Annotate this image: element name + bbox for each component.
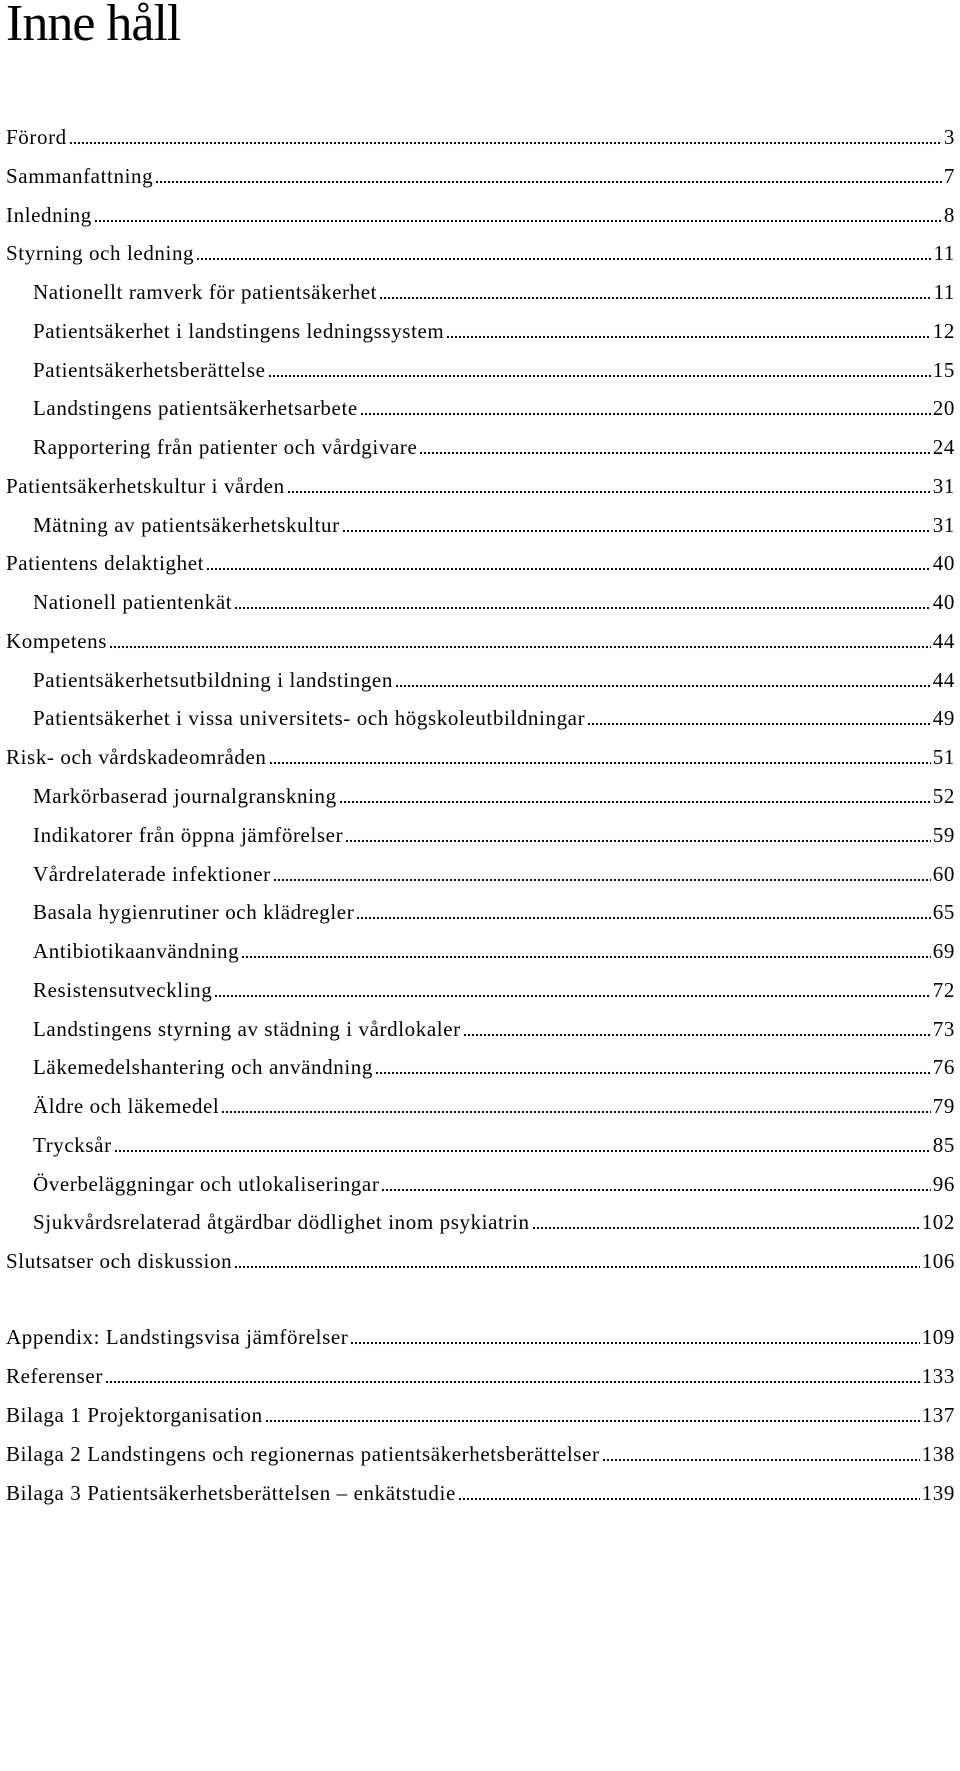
dot-leader (356, 916, 931, 920)
toc-entry[interactable] (33, 702, 955, 732)
dot-leader (419, 451, 930, 455)
toc-entry-title: Kompetens (6, 629, 108, 653)
toc-entry[interactable] (6, 1399, 955, 1429)
toc-entry[interactable] (33, 1051, 955, 1081)
toc-entry-title: Nationell patientenkät (33, 590, 233, 614)
toc-entry-title: Patientsäkerhetsberättelse (33, 358, 266, 382)
dot-leader (155, 180, 942, 184)
toc-entry[interactable] (33, 392, 955, 422)
toc-entry-title: Vårdrelaterade infektioner (33, 862, 271, 886)
dot-leader (342, 529, 931, 533)
toc-entry[interactable] (33, 935, 955, 965)
toc-entry-page-number: 7 (943, 164, 955, 188)
toc-entry-title: Sjukvårdsrelaterad åtgärdbar dödlighet inom psykiatrin (33, 1210, 530, 1234)
toc-entry-page-number: 65 (932, 900, 955, 924)
toc-entry[interactable] (6, 741, 955, 771)
toc-entry[interactable] (6, 1321, 955, 1351)
dot-leader (269, 761, 931, 765)
dot-leader (339, 800, 931, 804)
toc-entry-title: Förord (6, 125, 67, 149)
toc-entry-page-number: 73 (932, 1017, 955, 1041)
toc-entry-page-number: 20 (932, 396, 955, 420)
dot-leader (234, 606, 931, 610)
toc-entry[interactable] (6, 625, 955, 655)
toc-entry-page-number: 96 (932, 1172, 955, 1196)
toc-entry-page-number: 40 (932, 551, 955, 575)
toc-entry-title: Äldre och läkemedel (33, 1094, 220, 1118)
toc-entry[interactable] (33, 1168, 955, 1198)
dot-leader (109, 645, 931, 649)
toc-entry-page-number: 139 (921, 1481, 955, 1505)
toc-entry-title: Antibiotikaanvändning (33, 939, 240, 963)
toc-entry[interactable] (6, 1360, 955, 1390)
toc-entry-title: Styrning och ledning (6, 241, 195, 265)
toc-entry-page-number: 59 (932, 823, 955, 847)
dot-leader (395, 684, 931, 688)
toc-entry-page-number: 52 (932, 784, 955, 808)
dot-leader (268, 374, 931, 378)
dot-leader (69, 141, 942, 145)
toc-entry-page-number: 109 (921, 1325, 955, 1349)
toc-entry[interactable] (6, 237, 955, 267)
toc-entry[interactable] (33, 664, 955, 694)
toc-entry[interactable] (6, 1477, 955, 1507)
toc-entry-title: Basala hygienrutiner och klädregler (33, 900, 355, 924)
toc-entry[interactable] (33, 1206, 955, 1236)
dot-leader (214, 994, 930, 998)
dot-leader (94, 219, 942, 223)
toc-entry[interactable] (6, 470, 955, 500)
dot-leader (234, 1265, 920, 1269)
toc-entry[interactable] (33, 896, 955, 926)
toc-entry-title: Slutsatser och diskussion (6, 1249, 233, 1273)
dot-leader (105, 1380, 920, 1384)
toc-entry-title: Patientsäkerhetsutbildning i landstingen (33, 668, 393, 692)
toc-entry-title: Sammanfattning (6, 164, 154, 188)
dot-leader (114, 1149, 931, 1153)
dot-leader (446, 335, 930, 339)
page-title: Inne håll (6, 0, 181, 52)
dot-leader (602, 1458, 920, 1462)
dot-leader (458, 1497, 920, 1501)
toc-entry[interactable] (33, 780, 955, 810)
toc-entry-title: Indikatorer från öppna jämförelser (33, 823, 344, 847)
toc-entry[interactable] (33, 1129, 955, 1159)
dot-leader (265, 1419, 920, 1423)
toc-entry[interactable] (6, 1245, 955, 1275)
toc-entry[interactable] (6, 160, 955, 190)
dot-leader (381, 1188, 930, 1192)
toc-entry[interactable] (33, 974, 955, 1004)
toc-entry[interactable] (6, 121, 955, 151)
toc-entry-page-number: 49 (932, 706, 955, 730)
toc-entry-title: Inledning (6, 203, 92, 227)
dot-leader (206, 567, 931, 571)
toc-entry-title: Nationellt ramverk för patientsäkerhet (33, 280, 378, 304)
toc-entry-page-number: 3 (943, 125, 955, 149)
toc-entry[interactable] (6, 199, 955, 229)
toc-entry-page-number: 102 (921, 1210, 955, 1234)
dot-leader (241, 955, 931, 959)
dot-leader (221, 1110, 930, 1114)
toc-entry-page-number: 11 (933, 280, 955, 304)
toc-entry[interactable] (33, 1090, 955, 1120)
toc-entry-title: Patientsäkerhet i vissa universitets- och högskoleutbildningar (33, 706, 586, 730)
dot-leader (360, 412, 931, 416)
toc-entry-title: Patientsäkerhetskultur i vården (6, 474, 285, 498)
toc-entry-page-number: 137 (921, 1403, 955, 1427)
dot-leader (463, 1033, 931, 1037)
toc-entry-title: Landstingens patientsäkerhetsarbete (33, 396, 358, 420)
toc-entry-title: Bilaga 3 Patientsäkerhetsberättelsen – enkätstudie (6, 1481, 456, 1505)
toc-entry-page-number: 85 (932, 1133, 955, 1157)
toc-entry-title: Risk- och vårdskadeområden (6, 745, 267, 769)
dot-leader (532, 1226, 920, 1230)
toc-entry-page-number: 44 (932, 629, 955, 653)
toc-entry[interactable] (6, 1438, 955, 1468)
toc-entry-title: Bilaga 1 Projektorganisation (6, 1403, 263, 1427)
toc-entry[interactable] (33, 315, 955, 345)
toc-entry-page-number: 31 (932, 513, 955, 537)
toc-entry-title: Läkemedelshantering och användning (33, 1055, 373, 1079)
toc-entry-title: Rapportering från patienter och vårdgivare (33, 435, 418, 459)
dot-leader (287, 490, 931, 494)
toc-entry-page-number: 106 (921, 1249, 955, 1273)
toc-entry[interactable] (33, 858, 955, 888)
toc-entry-title: Patientens delaktighet (6, 551, 205, 575)
toc-entry-page-number: 72 (932, 978, 955, 1002)
toc-entry-page-number: 11 (933, 241, 955, 265)
toc-entry-page-number: 79 (932, 1094, 955, 1118)
toc-entry[interactable] (6, 547, 955, 577)
toc-entry-page-number: 60 (932, 862, 955, 886)
dot-leader (345, 839, 931, 843)
dot-leader (196, 257, 931, 261)
toc-entry-title: Patientsäkerhet i landstingens ledningssystem (33, 319, 445, 343)
toc-entry-title: Mätning av patientsäkerhetskultur (33, 513, 340, 537)
toc-entry-title: Trycksår (33, 1133, 112, 1157)
toc-entry[interactable] (33, 509, 955, 539)
toc-entry-page-number: 31 (932, 474, 955, 498)
toc-entry-title: Resistensutveckling (33, 978, 213, 1002)
toc-entry-page-number: 40 (932, 590, 955, 614)
toc-entry[interactable] (33, 586, 955, 616)
dot-leader (350, 1341, 919, 1345)
toc-entry[interactable] (33, 431, 955, 461)
toc-entry[interactable] (33, 276, 955, 306)
toc-entry-page-number: 76 (932, 1055, 955, 1079)
toc-entry-title: Bilaga 2 Landstingens och regionernas patientsäkerhetsberättelser (6, 1442, 600, 1466)
toc-entry-page-number: 133 (921, 1364, 955, 1388)
toc-entry-title: Landstingens styrning av städning i vårdlokaler (33, 1017, 461, 1041)
toc-entry-page-number: 8 (943, 203, 955, 227)
toc-entry-page-number: 24 (932, 435, 955, 459)
toc-entry-page-number: 69 (932, 939, 955, 963)
toc-entry-title: Referenser (6, 1364, 103, 1388)
toc-entry-page-number: 44 (932, 668, 955, 692)
toc-entry-title: Markörbaserad journalgranskning (33, 784, 337, 808)
dot-leader (273, 878, 931, 882)
toc-entry[interactable] (33, 1013, 955, 1043)
dot-leader (379, 296, 931, 300)
toc-entry-page-number: 12 (932, 319, 955, 343)
toc-entry-title: Appendix: Landstingsvisa jämförelser (6, 1325, 349, 1349)
toc-entry-page-number: 15 (932, 358, 955, 382)
toc-entry[interactable] (33, 354, 955, 384)
dot-leader (587, 722, 931, 726)
toc-entry[interactable] (33, 819, 955, 849)
toc-entry-page-number: 138 (921, 1442, 955, 1466)
toc-entry-title: Överbeläggningar och utlokaliseringar (33, 1172, 380, 1196)
toc-entry-page-number: 51 (932, 745, 955, 769)
dot-leader (375, 1071, 931, 1075)
